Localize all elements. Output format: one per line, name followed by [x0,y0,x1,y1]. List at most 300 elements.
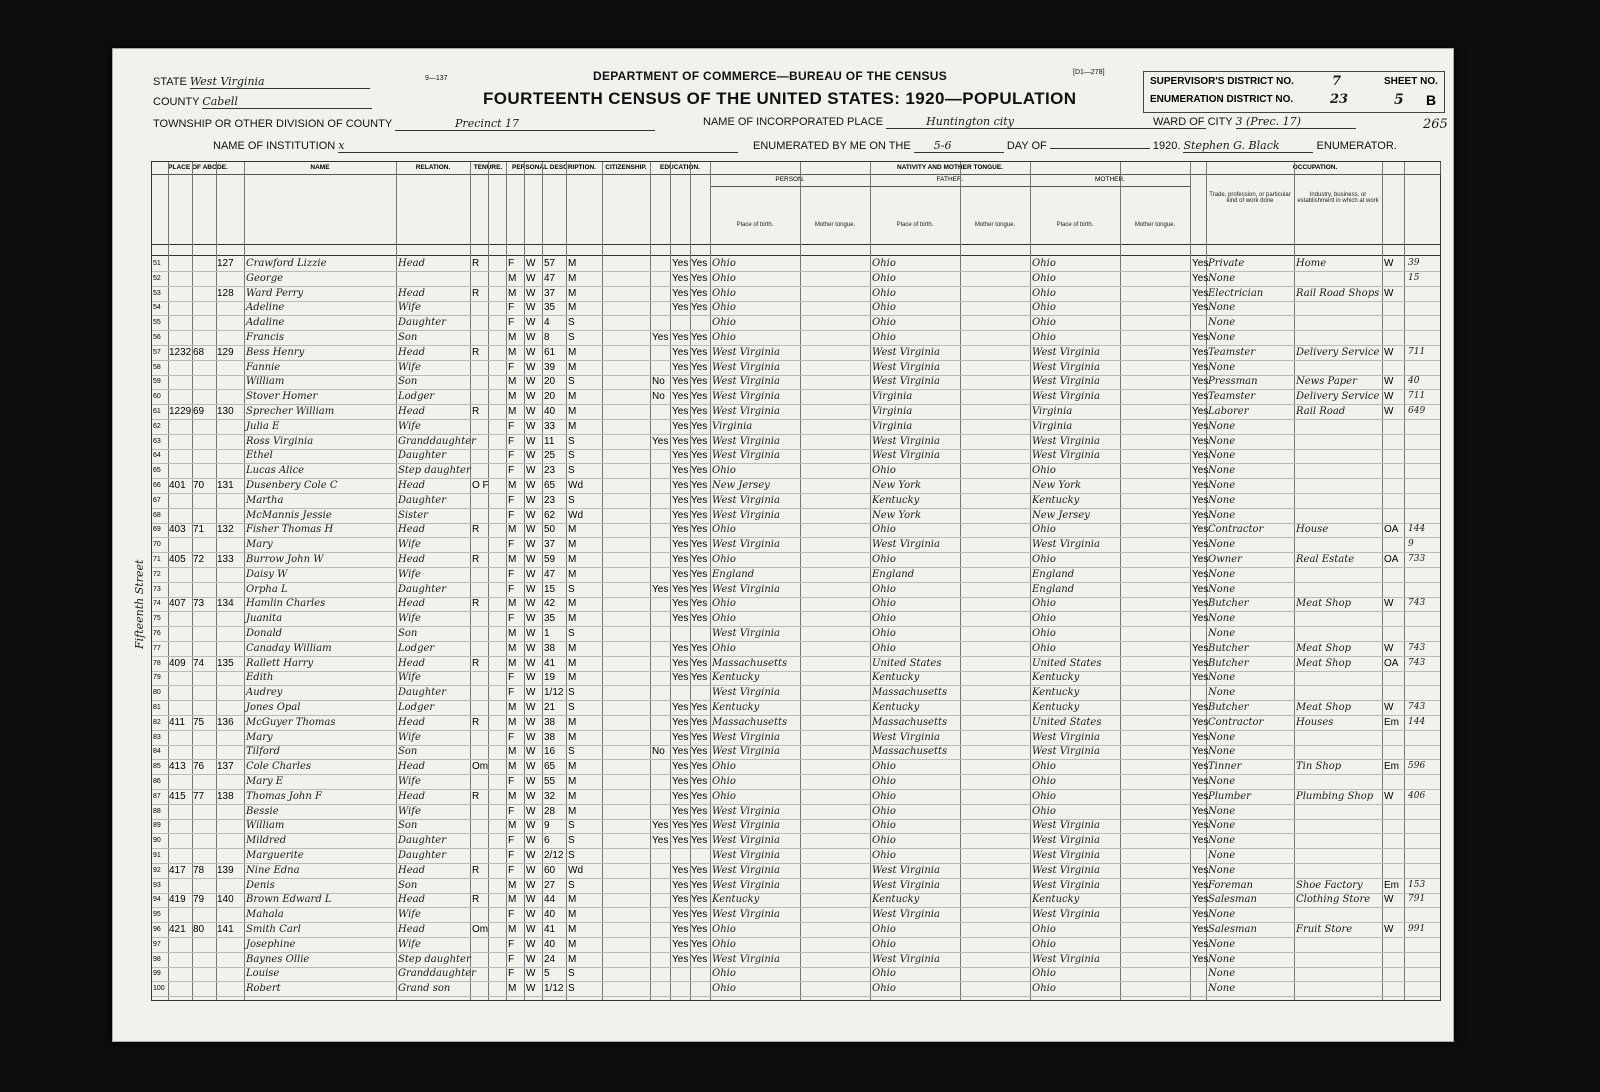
cell-sch [652,981,670,996]
district-box [1143,71,1445,113]
cell-race: W [526,805,536,817]
cell-sch: No [652,746,665,758]
cell-occ: Tinner [1208,761,1242,773]
cell-street [169,537,191,552]
cell-read: Yes Yes [672,524,708,536]
cell-occ: None [1208,465,1236,477]
cell-dwell: 76 [193,761,205,773]
line-number: 82 [153,718,161,726]
cell-own [472,818,502,833]
cell-fb: Virginia [872,406,913,417]
cell-ind [1296,448,1382,463]
cell-fam: 128 [217,287,234,299]
cell-mb: West Virginia [1032,731,1100,743]
cell-eng: Yes [1192,583,1209,595]
cell-dwell: 72 [193,554,205,565]
cell-age: 38 [544,642,556,654]
cell-sex: M [508,346,517,358]
cell-mar: M [568,672,577,684]
cell-fb: West Virginia [872,361,940,373]
cell-eng [1192,848,1206,863]
cell-dwell [193,419,215,434]
col-person-tongue: Mother tongue. [814,222,856,228]
cell-bp: Ohio [712,613,736,625]
cell-sch [652,404,670,419]
cell-read: Yes Yes [672,761,708,773]
cell-name: Fisher Thomas H [246,524,334,536]
cell-eng: Yes [1192,346,1209,358]
table-row [152,271,1440,287]
cell-own: R [472,258,480,269]
cell-dwell [193,818,215,833]
cell-sex: M [508,746,517,758]
cell-rel: Head [398,258,426,269]
cell-age: 37 [544,539,556,551]
line-number: 94 [153,896,161,904]
cell-occ: None [1208,805,1236,817]
cell-mb: Ohio [1032,628,1056,639]
cell-mb: Kentucky [1032,894,1080,906]
cell-ind [1296,360,1382,375]
cell-race: W [526,776,536,787]
cell-own [472,374,502,389]
cell-own: R [472,864,480,876]
cell-eng: Yes [1192,539,1209,551]
cell-own [472,330,502,345]
cell-eng: Yes [1192,642,1209,654]
cell-age: 19 [544,672,556,684]
cell-name: Josephine [246,938,296,950]
cell-name: Adaline [246,317,285,329]
cell-fb: Ohio [872,850,896,861]
cell-dwell: 80 [193,924,205,935]
cell-fam [217,463,243,478]
cell-eng: Yes [1192,258,1209,269]
cell-cls [1384,685,1404,700]
cell-ind: Rail Road [1296,406,1346,417]
cell-mar: S [568,494,575,506]
cell-own [472,434,502,449]
cell-read: Yes Yes [672,820,708,832]
cell-name: Smith Carl [246,924,301,935]
cell-read: Yes Yes [672,613,708,625]
cell-own [472,360,502,375]
cell-mb: New York [1032,480,1081,491]
cell-race: W [526,494,536,506]
cell-name: Fannie [246,361,281,373]
cell-ind [1296,300,1382,315]
cell-fb: West Virginia [872,731,940,743]
cell-mar: M [568,894,577,906]
cell-bp: Virginia [712,420,753,432]
cell-eng: Yes [1192,406,1209,417]
cell-street [169,286,191,301]
cell-sch: Yes [652,332,669,343]
cell-occ: None [1208,539,1236,551]
table-row [152,419,1440,435]
cell-read [672,848,710,863]
cell-dwell [193,271,215,286]
cell-sex: F [508,953,515,965]
cell-fam: 131 [217,480,234,491]
table-row [152,907,1440,923]
cell-cls [1384,981,1404,996]
cell-occ: None [1208,272,1236,284]
right-margin-number [1408,626,1438,641]
cell-fb: Ohio [872,968,896,980]
cell-mb: West Virginia [1032,539,1100,551]
cell-ind [1296,611,1382,626]
cell-cls [1384,478,1404,493]
state-field: STATE West Virginia [153,75,370,89]
group-tenure: TENURE. [470,162,507,175]
cell-sex: F [508,687,515,699]
cell-street: 413 [169,761,186,773]
cell-age: 50 [544,524,556,536]
cell-street: 1229 [169,406,192,417]
cell-fam [217,700,243,715]
cell-sch: No [652,391,665,403]
cell-fam [217,966,243,981]
cell-name: Mary [246,731,273,743]
cell-street [169,774,191,789]
cell-fb: West Virginia [872,879,940,891]
cell-eng: Yes [1192,554,1209,565]
line-number: 91 [153,852,161,859]
cell-mar: M [568,524,577,536]
cell-cls [1384,744,1404,759]
cell-own [472,567,502,582]
cell-sch [652,715,670,730]
cell-mb: Ohio [1032,642,1056,654]
cell-dwell [193,907,215,922]
cell-rel: Head [398,406,426,417]
cell-sex: M [508,554,517,565]
cell-cls [1384,670,1404,685]
cell-age: 1 [544,628,550,639]
cell-mb: West Virginia [1032,864,1100,876]
cell-rel: Head [398,346,426,358]
cell-rel: Step daughter [398,953,471,965]
cell-sex: M [508,406,517,417]
cell-street [169,389,191,404]
cell-fb: Ohio [872,642,896,654]
line-number: 58 [153,363,161,371]
cell-bp: West Virginia [712,850,780,861]
cell-name: Edith [246,672,274,684]
cell-name: Denis [246,879,275,891]
cell-eng: Yes [1192,465,1209,477]
right-margin-number [1408,419,1438,434]
cell-fam [217,848,243,863]
cell-own [472,878,502,893]
table-row [152,508,1440,524]
cell-sch [652,552,670,567]
cell-fb: Ohio [872,258,896,269]
line-number: 88 [153,807,161,815]
cell-race: W [526,509,536,521]
table-row [152,463,1440,479]
cell-dwell [193,330,215,345]
cell-cls [1384,907,1404,922]
cell-cls [1384,833,1404,848]
cell-bp: Kentucky [712,702,760,713]
line-number: 55 [153,319,161,327]
cell-street [169,463,191,478]
cell-dwell [193,463,215,478]
cell-fam: 130 [217,406,234,417]
cell-ind [1296,818,1382,833]
line-number: 93 [153,881,161,889]
cell-sex: M [508,480,517,491]
cell-bp: West Virginia [712,539,780,551]
right-margin-number: 15 [1408,272,1420,283]
cell-rel: Son [398,332,418,343]
cell-mb: West Virginia [1032,361,1100,373]
cell-fb: West Virginia [872,864,940,876]
cell-cls [1384,848,1404,863]
right-margin-number [1408,493,1438,508]
right-margin-number [1408,981,1438,996]
cell-cls: Em [1384,879,1399,891]
right-margin-number [1408,611,1438,626]
cell-bp: West Virginia [712,406,780,417]
cell-eng: Yes [1192,790,1209,802]
cell-name: Dusenbery Cole C [246,480,338,491]
cell-street [169,804,191,819]
cell-sch [652,730,670,745]
cell-ind [1296,981,1382,996]
cell-sex: F [508,509,515,521]
cell-fb: Kentucky [872,894,920,906]
line-number: 86 [153,778,161,785]
cell-fam: 138 [217,790,234,802]
table-row [152,345,1440,361]
right-margin-number [1408,434,1438,449]
cell-sex: F [508,435,515,447]
cell-sex: F [508,938,515,950]
cell-race: W [526,953,536,965]
cell-rel: Daughter [398,317,446,329]
cell-bp: West Virginia [712,953,780,965]
cell-cls: W [1384,406,1394,417]
right-margin-number [1408,478,1438,493]
line-number: 66 [153,482,161,489]
cell-sex: M [508,983,517,995]
cell-occ: None [1208,302,1236,314]
cell-street [169,300,191,315]
cell-bp: West Virginia [712,879,780,891]
cell-read: Yes Yes [672,554,708,565]
line-number: 95 [153,911,161,919]
cell-mb: West Virginia [1032,953,1100,965]
cell-fb: Ohio [872,613,896,625]
cell-sex: M [508,761,517,773]
cell-fb: Ohio [872,938,896,950]
cell-sex: F [508,539,515,551]
cell-eng: Yes [1192,820,1209,832]
cell-street [169,730,191,745]
cell-eng: Yes [1192,598,1209,610]
cell-mb: West Virginia [1032,909,1100,921]
cell-occ: Butcher [1208,598,1249,610]
table-row [152,582,1440,598]
cell-cls: W [1384,702,1394,713]
cell-own: R [472,524,480,536]
group-place: PLACE OF ABODE. [152,162,245,175]
cell-own: R [472,657,480,669]
cell-mar: M [568,731,577,743]
right-margin-number: 596 [1408,761,1426,772]
cell-fam: 132 [217,524,234,536]
cell-occ: None [1208,776,1236,787]
cell-mar: Wd [568,509,583,521]
cell-own [472,685,502,700]
cell-race: W [526,258,536,269]
cell-dwell [193,374,215,389]
census-title: FOURTEENTH CENSUS OF THE UNITED STATES: 1920—POPULATION [483,89,1077,108]
cell-sch [652,611,670,626]
cell-fb: Ohio [872,272,896,284]
cell-eng: Yes [1192,894,1209,906]
cell-fb: West Virginia [872,435,940,447]
cell-mb: Ohio [1032,302,1056,314]
cell-mar: M [568,953,577,965]
county-field: COUNTY Cabell [153,95,372,109]
cell-age: 23 [544,465,556,477]
cell-rel: Wife [398,938,421,950]
table-row [152,848,1440,864]
cell-occ: None [1208,450,1236,462]
line-number: 83 [153,733,161,741]
cell-occ: None [1208,983,1236,995]
cell-sch [652,685,670,700]
cell-sch [652,670,670,685]
cell-sex: F [508,613,515,625]
cell-own: Om [472,924,489,935]
cell-ind [1296,952,1382,967]
cell-race: W [526,450,536,462]
cell-own [472,448,502,463]
cell-mar: M [568,287,577,299]
cell-bp: West Virginia [712,376,780,388]
cell-fb: Ohio [872,761,896,773]
cell-ind: House [1296,524,1329,536]
cell-bp: Ohio [712,465,736,477]
cell-occ: None [1208,583,1236,595]
cell-mar: S [568,850,575,861]
cell-age: 33 [544,420,556,432]
cell-occ: None [1208,731,1236,743]
cell-dwell [193,508,215,523]
cell-street [169,641,191,656]
cell-fb: Kentucky [872,672,920,684]
cell-sch [652,448,670,463]
cell-sex: M [508,598,517,610]
cell-name: McGuyer Thomas [246,716,336,728]
cell-bp: Massachusetts [712,657,788,669]
cell-rel: Son [398,628,418,639]
cell-age: 61 [544,346,556,358]
cell-own [472,744,502,759]
right-margin-number [1408,582,1438,597]
table-row [152,922,1440,938]
cell-sch: Yes [652,820,669,832]
cell-name: Robert [246,983,281,995]
cell-cls: W [1384,287,1394,299]
table-row [152,286,1440,302]
cell-read: Yes Yes [672,938,708,950]
cell-fam [217,907,243,922]
cell-eng: Yes [1192,361,1209,373]
cell-rel: Wife [398,776,421,787]
sheet-letter: B [1426,92,1437,108]
cell-race: W [526,391,536,403]
cell-ind: Rail Road Shops [1296,287,1380,299]
cell-name: Donald [246,628,283,639]
enumerator-value: Stephen G. Black [1183,139,1313,153]
cell-street [169,981,191,996]
cell-dwell [193,700,215,715]
county-value: Cabell [202,95,372,109]
cell-fb: Ohio [872,820,896,832]
cell-fb: Ohio [872,835,896,847]
cell-race: W [526,583,536,595]
cell-bp: West Virginia [712,835,780,847]
cell-bp: Ohio [712,554,736,565]
cell-fam: 135 [217,657,234,669]
line-number: 97 [153,940,161,948]
right-margin-number [1408,952,1438,967]
cell-race: W [526,983,536,995]
cell-mar: M [568,642,577,654]
cell-rel: Head [398,924,426,935]
cell-sch [652,656,670,671]
cell-mar: M [568,790,577,802]
cell-name: McMannis Jessie [246,509,332,521]
right-margin-number: 711 [1408,346,1426,357]
cell-dwell [193,389,215,404]
cell-occ: None [1208,672,1236,684]
census-sheet [112,48,1454,1042]
cell-sch [652,345,670,360]
cell-bp: West Virginia [712,391,780,403]
cell-age: 41 [544,657,556,669]
cell-bp: Ohio [712,790,736,802]
cell-mar: M [568,361,577,373]
cell-ind: Shoe Factory [1296,879,1363,891]
cell-eng: Yes [1192,924,1209,935]
cell-bp: Kentucky [712,894,760,906]
cell-fam [217,744,243,759]
cell-mar: M [568,346,577,358]
group-relation: RELATION. [396,162,471,175]
cell-ind [1296,804,1382,819]
column-number-row [152,244,1440,256]
cell-ind [1296,315,1382,330]
line-number: 71 [153,556,161,563]
line-number: 76 [153,630,161,637]
doc-id: [D1—278] [1073,69,1105,76]
cell-ind: Home [1296,258,1327,269]
cell-eng: Yes [1192,524,1209,536]
right-margin-number: 144 [1408,524,1426,535]
line-number: 72 [153,570,161,578]
cell-dwell [193,937,215,952]
cell-race: W [526,332,536,343]
cell-eng: Yes [1192,302,1209,314]
table-row [152,641,1440,657]
